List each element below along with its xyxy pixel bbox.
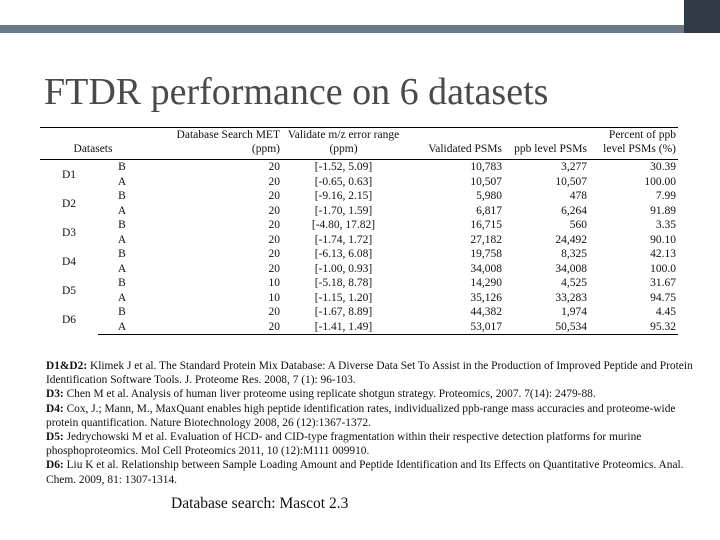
error-range-value: [-1.74, 1.72] xyxy=(314,233,373,246)
db-met-value: 10 xyxy=(268,277,280,290)
header-percent-ppb: Percent of ppb level PSMs (%) xyxy=(589,128,678,160)
row-type: A xyxy=(117,204,127,217)
error-range-value: [-1.15, 1.20] xyxy=(314,291,373,304)
table-row xyxy=(40,160,678,175)
db-met-value: 10 xyxy=(268,291,280,304)
error-range-value: [-4.80, 17.82] xyxy=(311,219,376,232)
ppb-psms-value: 1,974 xyxy=(561,306,587,319)
percent-ppb-value: 4.45 xyxy=(655,306,676,319)
reference-item: D4: Cox, J.; Mann, M., MaxQuant enables high peptide identification rates, individualized ppb-range mass accuracies and proteome-wide protein quantification. Nature Biotechnology 2008, 26 (12):1367-1372. xyxy=(46,402,676,429)
ppb-psms-value: 478 xyxy=(569,190,587,203)
ppb-psms-value: 560 xyxy=(569,219,587,232)
ppb-psms-value: 8,325 xyxy=(561,248,587,261)
ppb-psms-value: 50,534 xyxy=(504,320,589,335)
db-met-value: 20 xyxy=(268,161,280,174)
ppb-psms-value: 4,525 xyxy=(561,277,587,290)
row-type: B xyxy=(118,219,126,232)
validated-psms-value: 6,817 xyxy=(476,204,502,217)
table-row xyxy=(40,320,678,335)
validated-psms-value: 35,126 xyxy=(470,291,502,304)
table-row xyxy=(40,276,678,291)
table-body xyxy=(40,160,678,335)
top-bar xyxy=(0,0,720,25)
references xyxy=(46,359,696,487)
database-search-note: Database search: Mascot 2.3 xyxy=(171,495,349,512)
validated-psms-value: 19,758 xyxy=(470,248,502,261)
row-type: B xyxy=(118,306,126,319)
error-range-value: [-1.67, 8.89] xyxy=(314,306,373,319)
percent-ppb-value: 100.0 xyxy=(650,262,676,275)
ppb-psms-value: 6,264 xyxy=(561,204,587,217)
row-type: B xyxy=(118,277,126,290)
results-table xyxy=(40,127,678,335)
validated-psms-value: 10,783 xyxy=(470,161,502,174)
reference-item: D3: Chen M et al. Analysis of human liver proteome using replicate shotgun strategy. Proteomics, 2007. 7(14): 2479-88. xyxy=(46,388,596,401)
table-row xyxy=(40,189,678,204)
db-met-value: 20 xyxy=(268,204,280,217)
table-row xyxy=(40,218,678,233)
table-row xyxy=(40,247,678,262)
db-met-value: 20 xyxy=(268,219,280,232)
reference-item: D1&D2: Klimek J et al. The Standard Protein Mix Database: A Diverse Data Set To Assist in the Production of Improved Peptide and Protein Identification Software Tools. J. Proteome Res. 2008, 7 (1): 96-103. xyxy=(46,360,693,387)
percent-ppb-value: 100.00 xyxy=(644,175,676,188)
table-row xyxy=(40,233,678,248)
validated-psms-value: 5,980 xyxy=(476,190,502,203)
error-range-value: [-5.18, 8.78] xyxy=(314,277,373,290)
table-row xyxy=(40,175,678,190)
error-range-value: [-1.52, 5.09] xyxy=(314,161,373,174)
table-row xyxy=(40,291,678,306)
error-range-value: [-1.00, 0.93] xyxy=(314,262,373,275)
row-type: B xyxy=(118,190,126,203)
error-range-value: [-9.16, 2.15] xyxy=(314,190,373,203)
validated-psms-value: 10,507 xyxy=(470,175,502,188)
ppb-psms-value: 33,283 xyxy=(555,291,587,304)
error-range-value: [-6.13, 6.08] xyxy=(314,248,373,261)
row-type: B xyxy=(118,161,126,174)
db-met-value: 20 xyxy=(268,262,280,275)
ppb-psms-value: 10,507 xyxy=(555,175,587,188)
percent-ppb-value: 7.99 xyxy=(655,190,676,203)
db-met-value: 20 xyxy=(268,190,280,203)
error-range-value: [-1.70, 1.59] xyxy=(314,204,373,217)
header-db-met: Database Search MET (ppm) xyxy=(146,128,282,160)
percent-ppb-value: 42.13 xyxy=(650,248,676,261)
row-type: A xyxy=(117,291,127,304)
header-ppb-psms: ppb level PSMs xyxy=(504,128,589,160)
row-type: B xyxy=(118,248,126,261)
db-met-value: 20 xyxy=(146,320,282,335)
dataset-label: D3 xyxy=(62,226,77,239)
header-corner-block xyxy=(684,0,720,33)
db-met-value: 20 xyxy=(268,306,280,319)
header-datasets: Datasets xyxy=(40,128,146,160)
row-type: A xyxy=(98,320,146,335)
table-row xyxy=(40,204,678,219)
percent-ppb-value: 30.39 xyxy=(650,161,676,174)
ppb-psms-value: 34,008 xyxy=(555,262,587,275)
dataset-label: D1 xyxy=(62,168,77,181)
dataset-label: D2 xyxy=(62,197,77,210)
error-range-value: [-0.65, 0.63] xyxy=(314,175,373,188)
validated-psms-value: 34,008 xyxy=(470,262,502,275)
dataset-label: D5 xyxy=(62,284,77,297)
header-validated-psms: Validated PSMs xyxy=(405,128,504,160)
percent-ppb-value: 95.32 xyxy=(589,320,678,335)
table-row xyxy=(40,305,678,320)
db-met-value: 20 xyxy=(268,248,280,261)
ppb-psms-value: 3,277 xyxy=(561,161,587,174)
slide-title: FTDR performance on 6 datasets xyxy=(44,71,549,113)
percent-ppb-value: 94.75 xyxy=(650,291,676,304)
error-range-value: [-1.41, 1.49] xyxy=(282,320,405,335)
percent-ppb-value: 90.10 xyxy=(650,233,676,246)
table-header-row xyxy=(40,128,678,160)
percent-ppb-value: 3.35 xyxy=(655,219,676,232)
header-validate-range: Validate m/z error range (ppm) xyxy=(282,128,405,160)
validated-psms-value: 16,715 xyxy=(470,219,502,232)
validated-psms-value: 27,182 xyxy=(470,233,502,246)
validated-psms-value: 53,017 xyxy=(405,320,504,335)
validated-psms-value: 14,290 xyxy=(470,277,502,290)
row-type: A xyxy=(117,262,127,275)
dataset-label: D6 xyxy=(62,313,77,326)
header-stripe xyxy=(0,25,720,33)
reference-item: D5: Jedrychowski M et al. Evaluation of HCD- and CID-type fragmentation within their respective detection platforms for murine phosphoproteomics. Mol Cell Proteomics 2011, 10 (12):M111 009910. xyxy=(46,431,642,458)
row-type: A xyxy=(117,175,127,188)
ppb-psms-value: 24,492 xyxy=(555,233,587,246)
percent-ppb-value: 91.89 xyxy=(650,204,676,217)
row-type: A xyxy=(117,233,127,246)
reference-item: D6: Liu K et al. Relationship between Sample Loading Amount and Peptide Identification and Its Effects on Quantitative Proteomics. Anal. Chem. 2009, 81: 1307-1314. xyxy=(46,459,684,486)
table-row xyxy=(40,262,678,277)
validated-psms-value: 44,382 xyxy=(470,306,502,319)
db-met-value: 20 xyxy=(268,233,280,246)
db-met-value: 20 xyxy=(268,175,280,188)
percent-ppb-value: 31.67 xyxy=(650,277,676,290)
dataset-label: D4 xyxy=(62,255,77,268)
